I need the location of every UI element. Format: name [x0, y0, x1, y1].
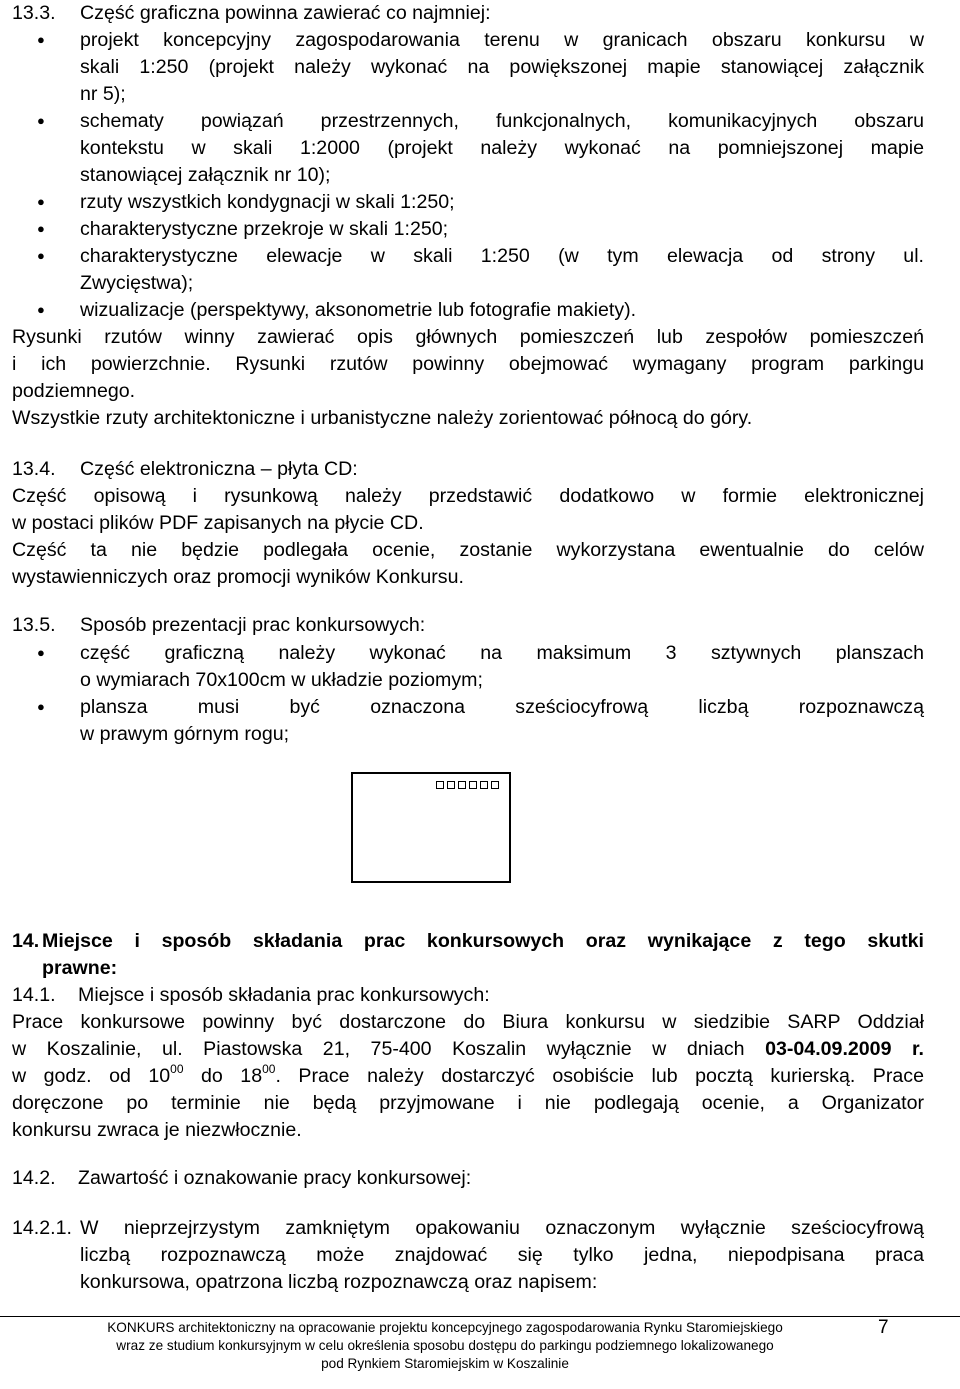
paragraph: Rysunki rzutów winny zawierać opis głównych pomieszczeń lub zespołów pomieszczeń — [12, 326, 924, 348]
list-item: plansza musi być oznaczona sześciocyfrową liczbą rozpoznawczą — [80, 696, 924, 718]
page-number: 7 — [878, 1317, 889, 1338]
bullet-icon: ● — [37, 221, 45, 236]
section-14-2-heading: 14.2. Zawartość i oznakowanie pracy konkursowej: — [12, 1167, 472, 1189]
paragraph-cont: w godz. od $10^{00}$ do $18^{00}$. Prace należy dostarczyć osobiście lub pocztą kurierską. Prace — [12, 1062, 924, 1087]
paragraph-cont: konkursowa, opatrzona liczbą rozpoznawczą oraz napisem: — [80, 1271, 598, 1293]
bullet-icon: ● — [37, 302, 45, 317]
list-item-cont: stanowiącej załącznik nr 10); — [80, 164, 331, 186]
section-14-heading-cont: prawne: — [42, 957, 118, 979]
board-illustration — [351, 772, 511, 883]
paragraph-cont: liczbą rozpoznawczą może znajdować się tylko jedna, niepodpisana praca — [80, 1244, 924, 1266]
list-item-cont: nr 5); — [80, 83, 126, 105]
digit-box — [491, 781, 499, 789]
paragraph-cont: w Koszalinie, ul. Piastowska 21, 75-400 Koszalin wyłącznie w dniach 03-04.09.2009 r. — [12, 1038, 924, 1060]
paragraph: Prace konkursowe powinny być dostarczone do Biura konkursu w siedzibie SARP Oddział — [12, 1011, 924, 1033]
paragraph-cont: doręczone po terminie nie będą przyjmowane i nie podlegają ocenie, a Organizator — [12, 1092, 924, 1114]
paragraph-cont: wystawienniczych oraz promocji wyników Konkursu. — [12, 566, 464, 588]
paragraph: Wszystkie rzuty architektoniczne i urbanistyczne należy zorientować północą do góry. — [12, 407, 753, 429]
list-item: rzuty wszystkich kondygnacji w skali 1:250; — [80, 191, 455, 213]
list-item-cont: w prawym górnym rogu; — [80, 723, 290, 745]
paragraph: Część opisową i rysunkową należy przedstawić dodatkowo w formie elektronicznej — [12, 485, 924, 507]
list-item: część graficzną należy wykonać na maksimum 3 sztywnych planszach — [80, 642, 924, 664]
list-item: wizualizacje (perspektywy, aksonometrie lub fotografie makiety). — [80, 299, 637, 321]
page-footer — [0, 1316, 960, 1371]
bullet-icon: ● — [37, 248, 45, 263]
list-item: charakterystyczne elewacje w skali 1:250 (w tym elewacja od strony ul. — [80, 245, 924, 267]
section-14-2-1-number: 14.2.1. — [12, 1217, 72, 1239]
list-item-cont: o wymiarach 70x100cm w układzie poziomym; — [80, 669, 483, 691]
bullet-icon: ● — [37, 645, 45, 660]
paragraph: Część ta nie będzie podlegała ocenie, zostanie wykorzystana ewentualnie do celów — [12, 539, 924, 561]
bullet-icon: ● — [37, 113, 45, 128]
digit-box — [436, 781, 444, 789]
list-item: schematy powiązań przestrzennych, funkcjonalnych, komunikacyjnych obszaru — [80, 110, 924, 132]
bullet-icon: ● — [37, 699, 45, 714]
digit-box — [480, 781, 488, 789]
list-item-cont: Zwycięstwa); — [80, 272, 194, 294]
section-13-3-heading: 13.3. Część graficzna powinna zawierać co najmniej: — [12, 2, 491, 24]
bullet-icon: ● — [37, 194, 45, 209]
paragraph-cont: w postaci plików PDF zapisanych na płycie CD. — [12, 512, 424, 534]
footer-text: KONKURS architektoniczny na opracowanie projektu koncepcyjnego zagospodarowania Rynku Staromiejskiego wraz ze studium konkursyjnym w celu określenia sposobu dostępu do parkingu podziemnego lokalizowanego pod Rynkiem Staromiejskim w Koszalinie — [107, 1320, 783, 1371]
digit-box — [447, 781, 455, 789]
list-item: charakterystyczne przekroje w skali 1:250; — [80, 218, 449, 240]
paragraph: W nieprzejrzystym zamkniętym opakowaniu oznaczonym wyłącznie sześciocyfrową — [80, 1217, 924, 1239]
delivery-dates: 03-04.09.2009 r. — [765, 1038, 924, 1060]
digit-box — [469, 781, 477, 789]
identification-number-boxes — [436, 781, 499, 789]
section-13-5-heading: 13.5. Sposób prezentacji prac konkursowych: — [12, 614, 426, 636]
digit-box — [458, 781, 466, 789]
section-14-heading: 14. Miejsce i sposób składania prac konkursowych oraz wynikające z tego skutki — [12, 930, 924, 952]
list-item-cont: kontekstu w skali 1:2000 (projekt należy wykonać na pomniejszonej mapie — [80, 137, 924, 159]
list-item: projekt koncepcyjny zagospodarowania terenu w granicach obszaru konkursu w — [80, 29, 924, 51]
paragraph-cont: podziemnego. — [12, 380, 136, 402]
paragraph-cont: i ich powierzchnie. Rysunki rzutów powinny obejmować wymagany program parkingu — [12, 353, 924, 375]
list-item-cont: skali 1:250 (projekt należy wykonać na powiększonej mapie stanowiącej załącznik — [80, 56, 924, 78]
section-13-4-heading: 13.4. Część elektroniczna – płyta CD: — [12, 458, 358, 480]
bullet-icon: ● — [37, 32, 45, 47]
section-14-1-heading: 14.1. Miejsce i sposób składania prac konkursowych: — [12, 984, 490, 1006]
paragraph-cont: konkursu zwraca je niezwłocznie. — [12, 1119, 302, 1141]
